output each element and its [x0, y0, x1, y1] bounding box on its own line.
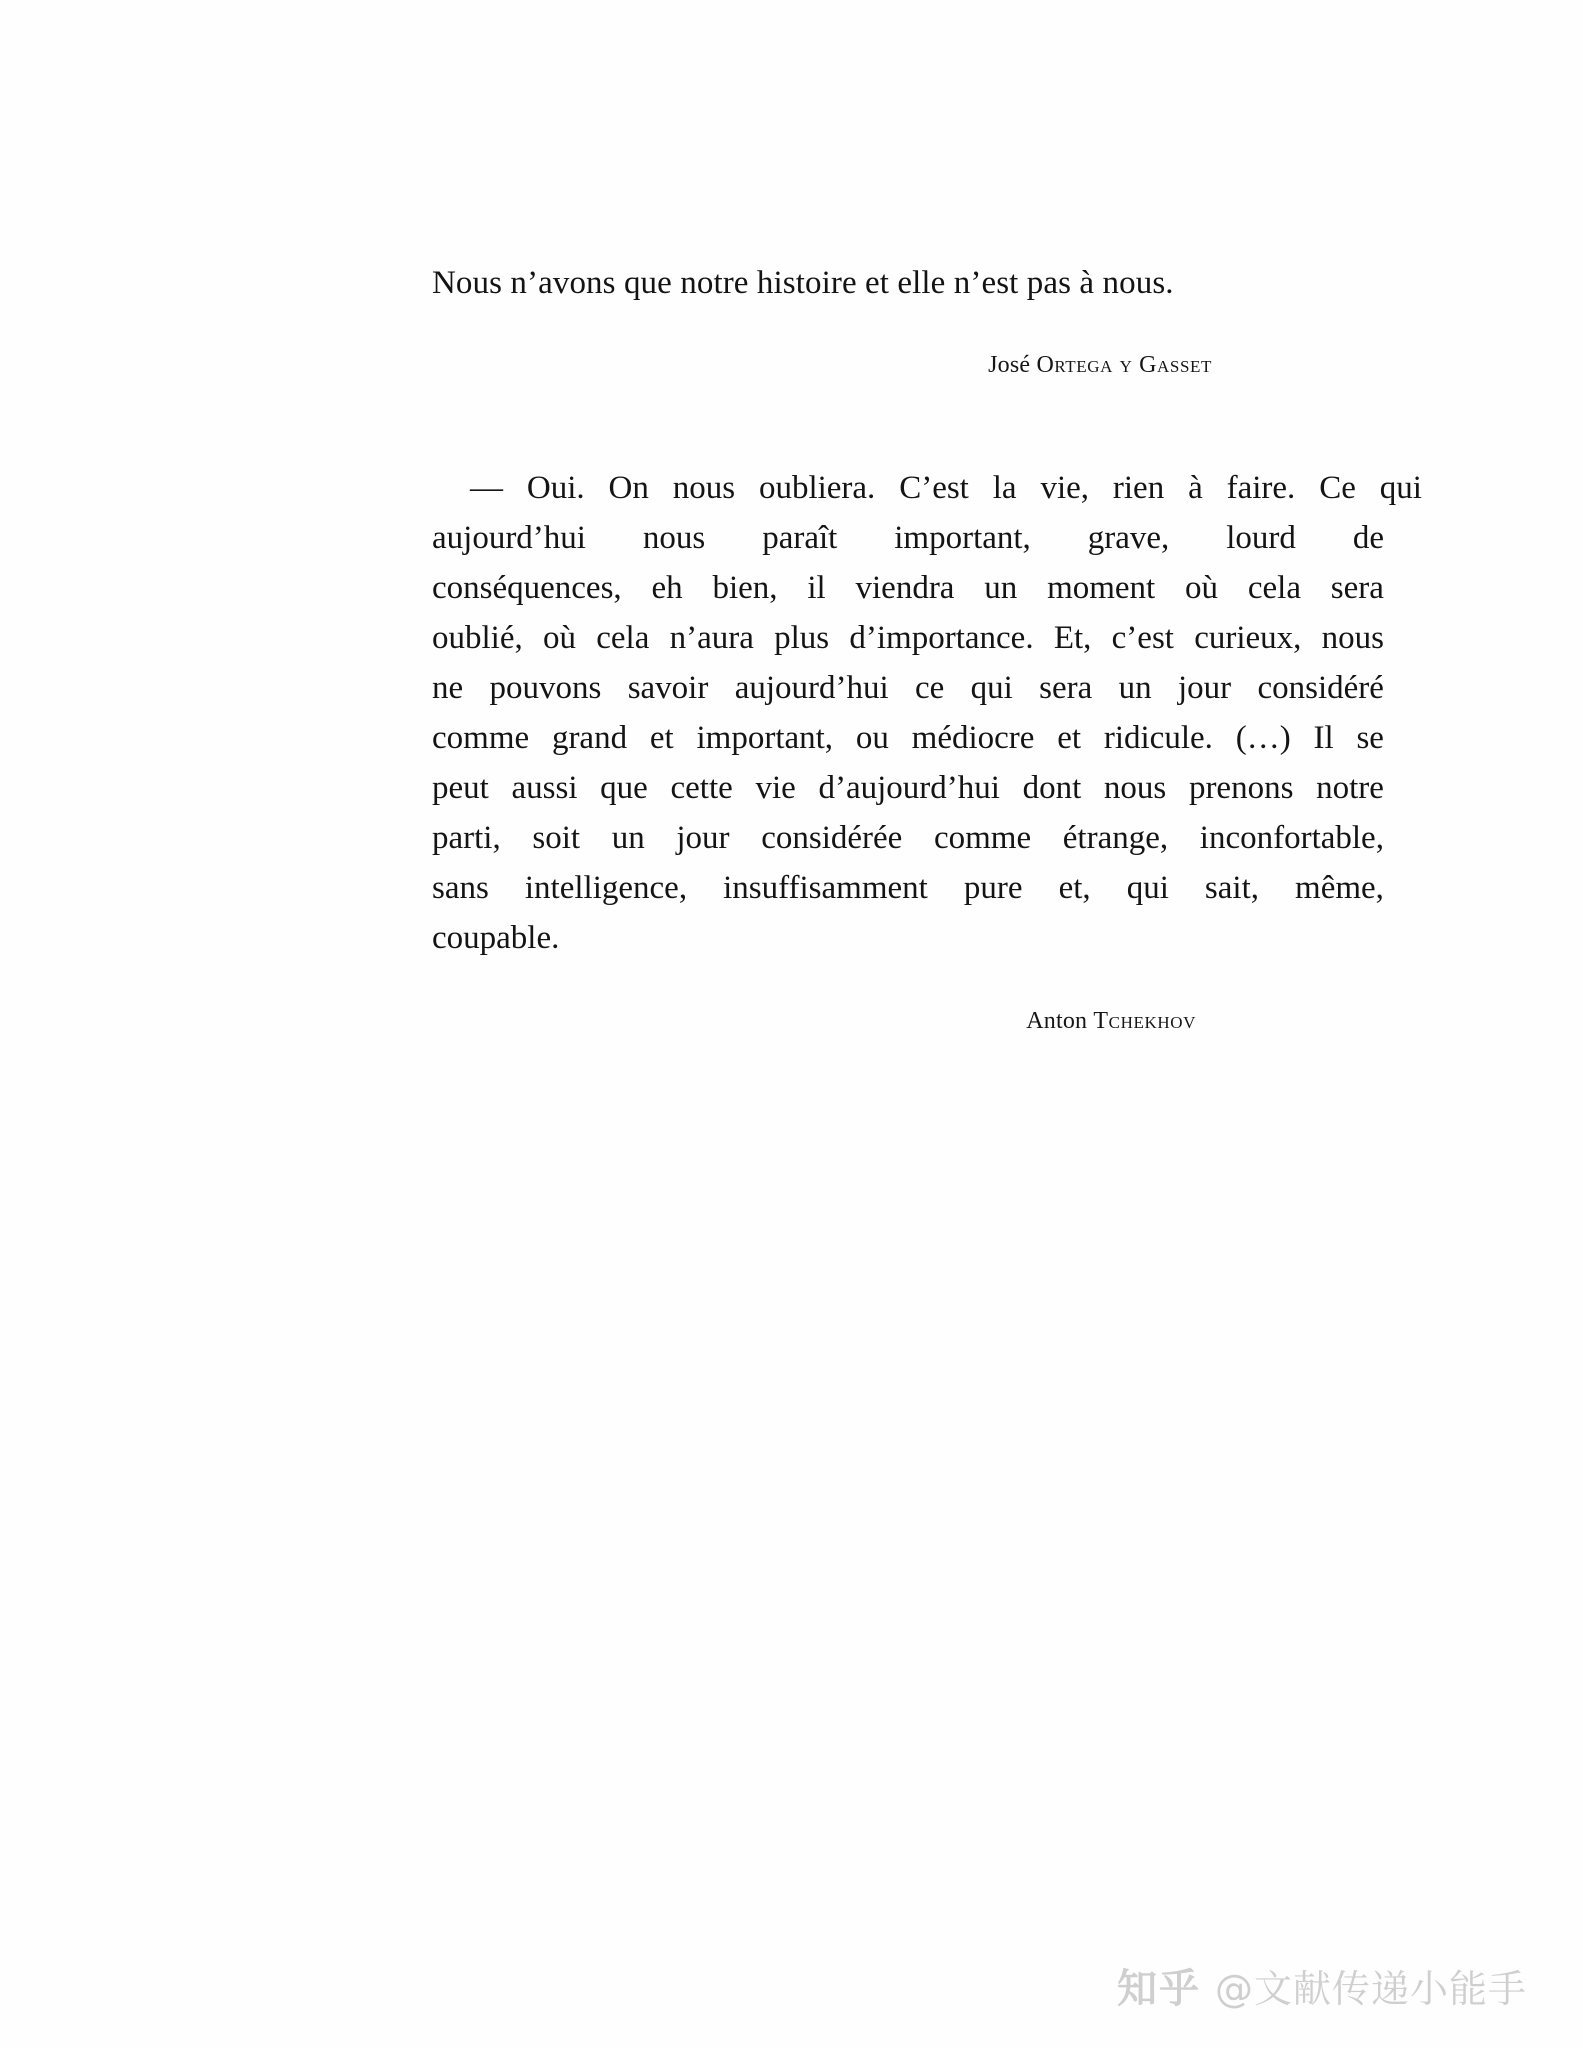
quote-word: considérée — [761, 820, 903, 857]
epigraph-ortega-quote: Nous n’avons que notre histoire et elle n’est pas à nous. — [432, 265, 1174, 301]
quote-word: eh — [651, 570, 683, 607]
quote-word: prenons — [1188, 770, 1294, 807]
quote-line — [432, 713, 1384, 763]
quote-line — [432, 563, 1384, 613]
quote-word: d’aujourd’hui — [818, 770, 1000, 807]
quote-word: Et, — [1053, 620, 1092, 657]
quote-word: étrange, — [1062, 820, 1169, 857]
quote-word: sans — [432, 870, 489, 907]
zhihu-watermark — [1117, 1957, 1527, 2014]
quote-word: un — [611, 820, 645, 857]
epigraph-ortega-attribution — [432, 349, 1384, 381]
quote-line: coupable. — [432, 920, 560, 957]
quote-word: (…) — [1235, 720, 1291, 757]
quote-word: Il — [1313, 720, 1334, 757]
quote-word: insuffisamment — [723, 870, 928, 907]
quote-word: vie — [755, 770, 796, 807]
quote-word: viendra — [855, 570, 955, 607]
quote-line — [432, 863, 1384, 913]
quote-word: c’est — [1111, 620, 1174, 657]
quote-word: ne — [432, 670, 464, 707]
quote-word: pure — [963, 870, 1023, 907]
quote-word: grand — [551, 720, 628, 757]
quote-word: cela — [596, 620, 650, 657]
quote-word: qui — [1126, 870, 1169, 907]
quote-word: de — [1352, 520, 1384, 557]
quote-word: parti, — [432, 820, 501, 857]
quote-word: curieux, — [1194, 620, 1302, 657]
quote-word: Oui. — [526, 470, 585, 507]
quote-word: qui — [1379, 470, 1422, 507]
epigraph-tchekhov-quote — [432, 463, 1422, 963]
quote-word: vie, — [1040, 470, 1090, 507]
quote-word: jour — [676, 820, 730, 857]
quote-word: où — [542, 620, 576, 657]
quote-word: il — [807, 570, 826, 607]
quote-word: aujourd’hui — [432, 520, 586, 557]
quote-word: n’aura — [669, 620, 754, 657]
quote-word: d’importance. — [849, 620, 1034, 657]
quote-word: la — [992, 470, 1017, 507]
quote-word: un — [1118, 670, 1152, 707]
quote-word: moment — [1047, 570, 1156, 607]
quote-word: nous — [642, 520, 706, 557]
quote-word: C’est — [899, 470, 969, 507]
quote-word: notre — [1316, 770, 1384, 807]
quote-word: sera — [1039, 670, 1093, 707]
quote-word: même, — [1295, 870, 1384, 907]
zhihu-handle: @文献传递小能手 — [1214, 1967, 1527, 2011]
attribution-given-name: Anton — [1026, 1008, 1094, 1035]
quote-line — [432, 663, 1384, 713]
quote-word: important, — [696, 720, 834, 757]
quote-word: et — [1057, 720, 1082, 757]
quote-word: plus — [774, 620, 830, 657]
quote-word: On — [608, 470, 649, 507]
quote-word: paraît — [762, 520, 838, 557]
quote-word: cela — [1247, 570, 1301, 607]
zhihu-logo: 知乎 — [1116, 1966, 1201, 2012]
quote-word: à — [1188, 470, 1203, 507]
quote-word: conséquences, — [432, 570, 622, 607]
quote-word: bien, — [712, 570, 778, 607]
quote-word: que — [600, 770, 648, 807]
quote-word: lourd — [1226, 520, 1296, 557]
quote-word: ce — [915, 670, 945, 707]
quote-word: — — [470, 470, 503, 507]
quote-word: peut — [432, 770, 489, 807]
quote-word: Ce — [1319, 470, 1356, 507]
epigraph-tchekhov-attribution — [432, 1005, 1384, 1037]
attribution-surname: Tchekhov — [1093, 1008, 1196, 1035]
quote-word: nous — [1103, 770, 1167, 807]
quote-word: savoir — [627, 670, 709, 707]
quote-word: aujourd’hui — [734, 670, 889, 707]
quote-word: ou — [855, 720, 889, 757]
quote-word: et — [649, 720, 674, 757]
quote-word: soit — [532, 820, 581, 857]
quote-word: intelligence, — [524, 870, 688, 907]
quote-word: dont — [1022, 770, 1082, 807]
quote-word: se — [1356, 720, 1384, 757]
quote-word: oubliera. — [758, 470, 876, 507]
quote-word: aussi — [511, 770, 578, 807]
quote-word: un — [984, 570, 1018, 607]
quote-line — [432, 763, 1384, 813]
quote-word: cette — [670, 770, 733, 807]
quote-word: oublié, — [432, 620, 523, 657]
quote-word: ridicule. — [1103, 720, 1213, 757]
quote-word: important, — [894, 520, 1031, 557]
quote-line — [432, 463, 1422, 513]
quote-word: comme — [933, 820, 1032, 857]
epigraph-tchekhov — [432, 463, 1422, 1037]
quote-word: comme — [432, 720, 530, 757]
quote-word: qui — [970, 670, 1013, 707]
quote-word: considéré — [1257, 670, 1384, 707]
quote-word: sait, — [1204, 870, 1259, 907]
quote-word: jour — [1177, 670, 1232, 707]
quote-word: inconfortable, — [1199, 820, 1384, 857]
quote-word: où — [1185, 570, 1219, 607]
attribution-surname: Ortega y Gasset — [1036, 351, 1212, 378]
quote-word: nous — [672, 470, 736, 507]
quote-word: nous — [1321, 620, 1384, 657]
quote-word: médiocre — [911, 720, 1035, 757]
quote-line — [432, 513, 1384, 563]
quote-word: faire. — [1226, 470, 1296, 507]
epigraph-text-block — [432, 262, 1422, 1038]
attribution-given-name: José — [988, 351, 1037, 378]
quote-word: grave, — [1087, 520, 1170, 557]
quote-word: sera — [1330, 570, 1384, 607]
quote-line — [432, 613, 1384, 663]
quote-word: et, — [1058, 870, 1091, 907]
quote-line — [432, 813, 1384, 863]
quote-word: pouvons — [489, 670, 602, 707]
epigraph-ortega — [432, 262, 1384, 381]
quote-word: rien — [1112, 470, 1165, 507]
